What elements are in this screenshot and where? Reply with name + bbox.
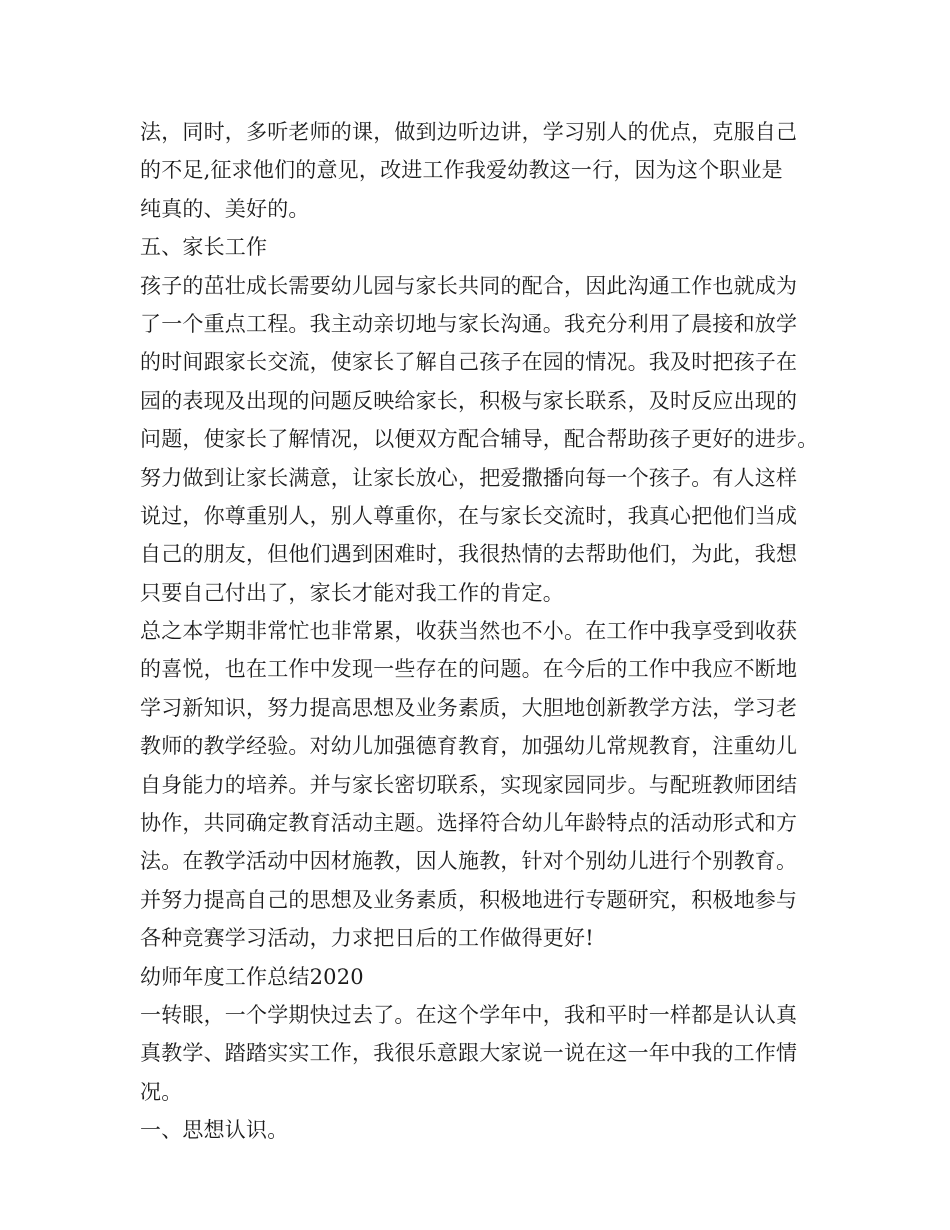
- text-line: 一转眼，一个学期快过去了。在这个学年中，我和平时一样都是认认真: [140, 1002, 798, 1027]
- text-line: 的时间跟家长交流，使家长了解自己孩子在园的情况。我及时把孩子在: [140, 350, 798, 375]
- text-line: 纯真的、美好的。: [140, 196, 310, 221]
- text-line: 教师的教学经验。对幼儿加强德育教育，加强幼儿常规教育，注重幼儿: [140, 734, 798, 759]
- text-line: 真教学、踏踏实实工作，我很乐意跟大家说一说在这一年中我的工作情: [140, 1041, 798, 1066]
- text-line: 只要自己付出了，家长才能对我工作的肯定。: [140, 580, 564, 605]
- text-line: 的不足,征求他们的意见，改进工作我爱幼教这一行，因为这个职业是: [140, 158, 783, 183]
- text-line: 孩子的茁壮成长需要幼儿园与家长共同的配合，因此沟通工作也就成为: [140, 273, 798, 298]
- text-line: 学习新知识，努力提高思想及业务素质，大胆地创新教学方法，学习老: [140, 695, 798, 720]
- text-line: 的喜悦，也在工作中发现一些存在的问题。在今后的工作中我应不断地: [140, 657, 798, 682]
- section-heading: 一、思想认识。: [140, 1118, 289, 1143]
- text-line: 总之本学期非常忙也非常累，收获当然也不小。在工作中我享受到收获: [140, 619, 798, 644]
- text-line: 努力做到让家长满意，让家长放心，把爱撒播向每一个孩子。有人这样: [140, 465, 798, 490]
- text-line: 说过，你尊重别人，别人尊重你，在与家长交流时，我真心把他们当成: [140, 503, 798, 528]
- text-line: 并努力提高自己的思想及业务素质，积极地进行专题研究，积极地参与: [140, 887, 798, 912]
- document-title: 幼师年度工作总结2020: [140, 964, 364, 989]
- text-line: 法。在教学活动中因材施教，因人施教，针对个别幼儿进行个别教育。: [140, 849, 798, 874]
- text-line: 自身能力的培养。并与家长密切联系，实现家园同步。与配班教师团结: [140, 772, 798, 797]
- text-line: 问题，使家长了解情况，以便双方配合辅导，配合帮助孩子更好的进步。: [140, 427, 819, 452]
- text-line: 园的表现及出现的问题反映给家长，积极与家长联系，及时反应出现的: [140, 388, 798, 413]
- text-line: 自己的朋友，但他们遇到困难时，我很热情的去帮助他们，为此，我想: [140, 542, 798, 567]
- section-heading: 五、家长工作: [140, 235, 268, 260]
- document-body: [140, 113, 820, 1150]
- text-line: 各种竞赛学习活动，力求把日后的工作做得更好!: [140, 926, 594, 951]
- text-line: 了一个重点工程。我主动亲切地与家长沟通。我充分利用了晨接和放学: [140, 311, 798, 336]
- text-line: 法，同时，多听老师的课，做到边听边讲，学习别人的优点，克服自己: [140, 120, 798, 144]
- text-line: 况。: [140, 1079, 183, 1104]
- text-line: 协作，共同确定教育活动主题。选择符合幼儿年龄特点的活动形式和方: [140, 811, 798, 836]
